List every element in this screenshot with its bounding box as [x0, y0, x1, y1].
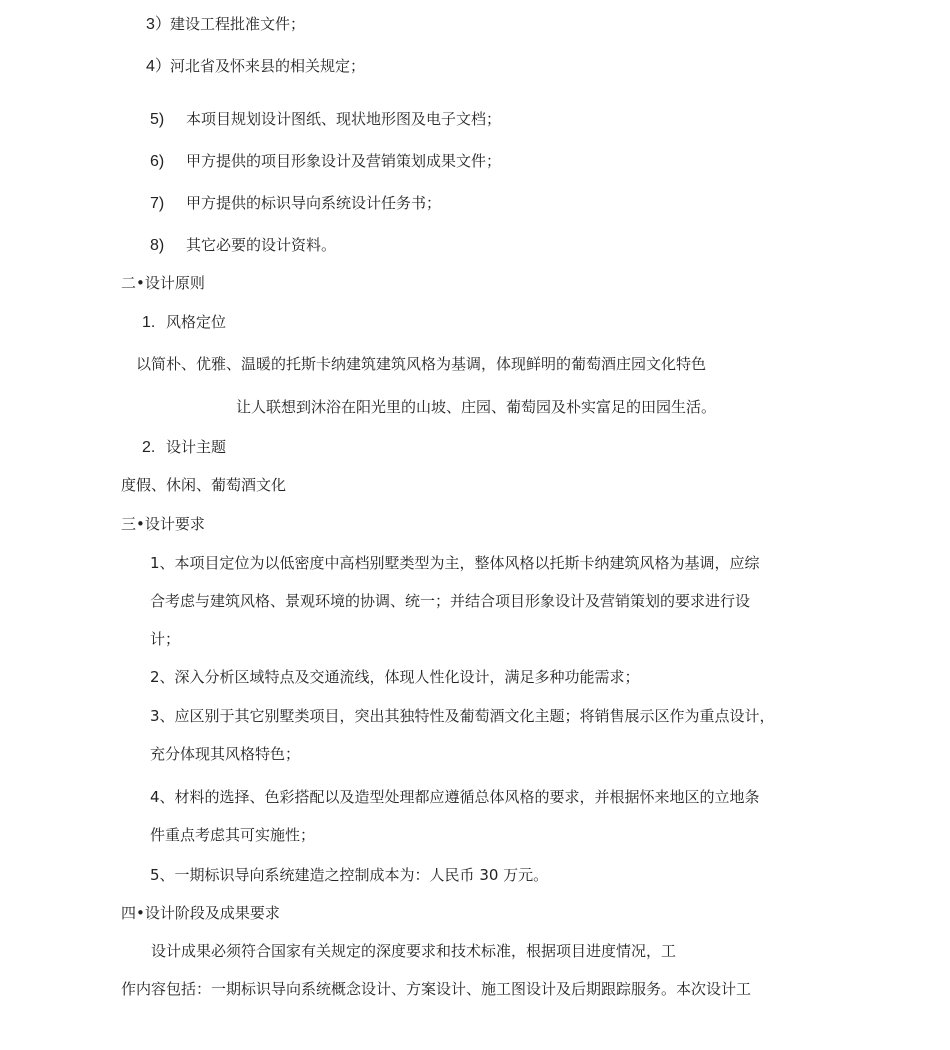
list-number: 8)	[150, 237, 165, 254]
list-item	[150, 109, 501, 130]
paragraph-line: 让人联想到沐浴在阳光里的山坡、庄园、葡萄园及朴实富足的田园生活。	[236, 398, 717, 416]
list-number: 3）	[146, 16, 171, 33]
subheading-number: 2.	[142, 439, 156, 456]
subheading-number: 1.	[142, 314, 156, 331]
paragraph-line: 充分体现其风格特色；	[150, 745, 301, 763]
subheading-text: 风格定位	[166, 313, 227, 331]
list-text: 本项目规划设计图纸、现状地形图及电子文档；	[186, 110, 502, 128]
paragraph-line: 作内容包括：一期标识导向系统概念设计、方案设计、施工图设计及后期跟踪服务。本次设计工	[121, 980, 752, 998]
list-text: 甲方提供的标识导向系统设计任务书；	[186, 194, 442, 212]
paragraph-line: 合考虑与建筑风格、景观环境的协调、统一；并结合项目形象设计及营销策划的要求进行设	[150, 592, 751, 610]
section-heading: 三•设计要求	[121, 515, 205, 533]
list-number: 6)	[150, 153, 165, 170]
list-item	[146, 56, 365, 77]
paragraph-line: 4、材料的选择、色彩搭配以及造型处理都应遵循总体风格的要求，并根据怀来地区的立地条	[150, 788, 760, 806]
paragraph-line: 2、深入分析区域特点及交通流线，体现人性化设计，满足多种功能需求；	[150, 668, 640, 686]
paragraph-line: 度假、休闲、葡萄酒文化	[121, 476, 287, 494]
paragraph-line: 件重点考虑其可实施性；	[150, 826, 316, 844]
list-number: 5)	[150, 111, 165, 128]
list-number: 7)	[150, 195, 165, 212]
subheading-text: 设计主题	[166, 438, 227, 456]
list-text: 河北省及怀来县的相关规定；	[170, 57, 366, 75]
list-text: 建设工程批准文件；	[170, 15, 306, 33]
list-item	[150, 193, 441, 214]
paragraph-line: 5、一期标识导向系统建造之控制成本为：人民币 30 万元。	[150, 866, 549, 884]
list-text: 甲方提供的项目形象设计及营销策划成果文件；	[186, 152, 502, 170]
paragraph-line: 计；	[150, 630, 181, 648]
list-item	[150, 235, 336, 256]
section-heading: 四•设计阶段及成果要求	[121, 904, 280, 922]
list-number: 4）	[146, 58, 171, 75]
section-heading: 二•设计原则	[121, 274, 205, 292]
list-text: 其它必要的设计资料。	[186, 236, 337, 254]
paragraph-line: 设计成果必须符合国家有关规定的深度要求和技术标准，根据项目进度情况，工	[151, 942, 677, 960]
paragraph-line: 3、应区别于其它别墅类项目，突出其独特性及葡萄酒文化主题；将销售展示区作为重点设计，	[150, 707, 775, 725]
subheading	[142, 437, 226, 458]
list-item	[146, 14, 305, 35]
subheading	[142, 312, 226, 333]
paragraph-line: 以简朴、优雅、温暖的托斯卡纳建筑建筑风格为基调，体现鲜明的葡萄酒庄园文化特色	[136, 355, 707, 373]
paragraph-line: 1、本项目定位为以低密度中高档别墅类型为主，整体风格以托斯卡纳建筑风格为基调，应综	[150, 554, 760, 572]
list-item	[150, 151, 501, 172]
